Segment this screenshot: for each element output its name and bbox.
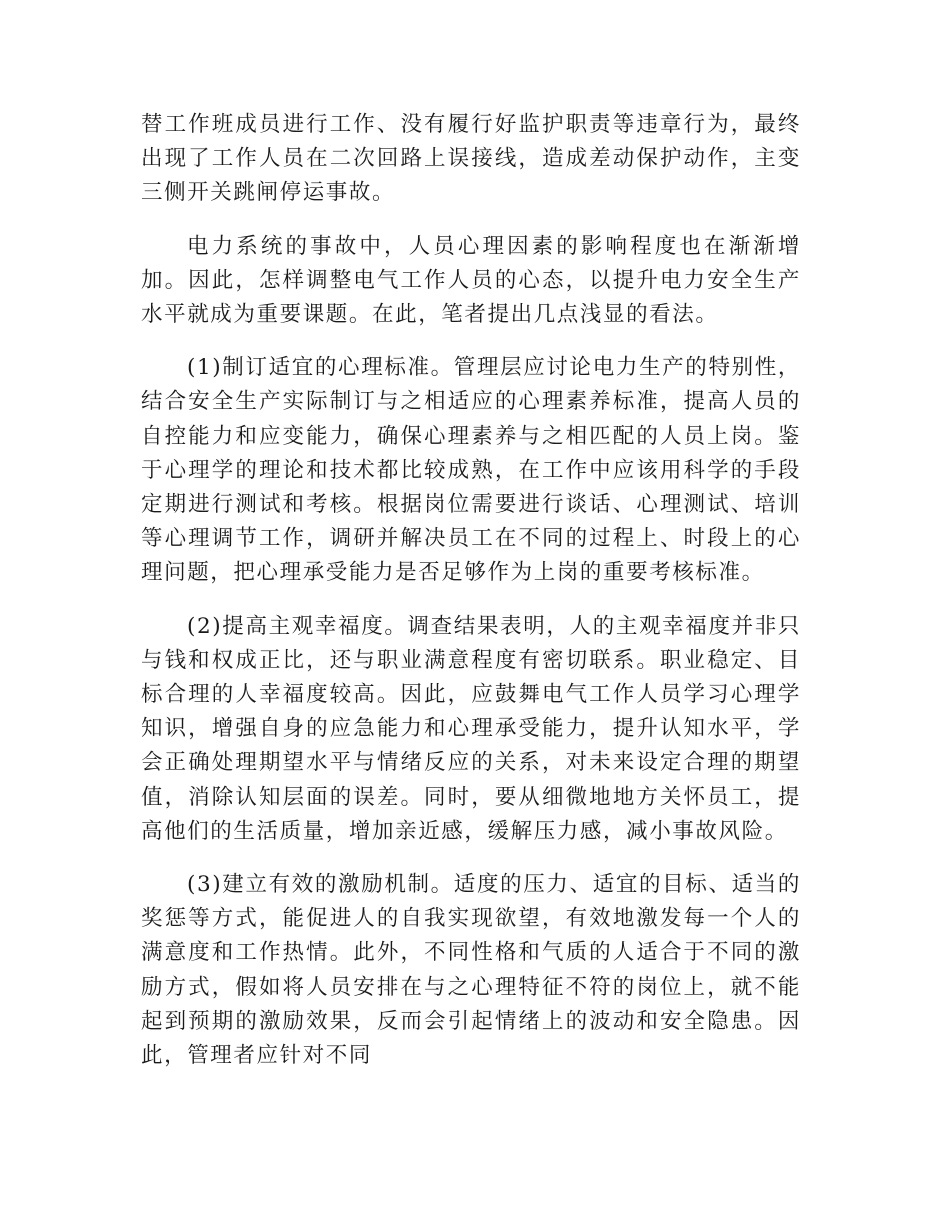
paragraph-5: (3)建立有效的激励机制。适度的压力、适宜的目标、适当的奖惩等方式，能促进人的自我实现欲望，有效地激发每一个人的满意度和工作热情。此外，不同性格和气质的人适合于不同的激励方式，假如将人员安排在与之心理特征不符的岗位上，就不能起到预期的激励效果，反而会引起情绪上的波动和安全隐患。因此，管理者应针对不同	[141, 872, 801, 1069]
paragraph-3: (1)制订适宜的心理标准。管理层应讨论电力生产的特别性，结合安全生产实际制订与之相适应的心理素养标准，提高人员的自控能力和应变能力，确保心理素养与之相匹配的人员上岗。鉴于心理学的理论和技术都比较成熟，在工作中应该用科学的手段定期进行测试和考核。根据岗位需要进行谈话、心理测试、培训等心理调节工作，调研并解决员工在不同的过程上、时段上的心理问题，把心理承受能力是否足够作为上岗的重要考核标准。	[141, 355, 801, 586]
document-body	[141, 108, 801, 1092]
paragraph-2: 电力系统的事故中，人员心理因素的影响程度也在渐渐增加。因此，怎样调整电气工作人员的心态，以提升电力安全生产水平就成为重要课题。在此，笔者提出几点浅显的看法。	[141, 233, 801, 328]
paragraph-4: (2)提高主观幸福度。调查结果表明，人的主观幸福度并非只与钱和权成正比，还与职业满意程度有密切联系。职业稳定、目标合理的人幸福度较高。因此，应鼓舞电气工作人员学习心理学知识，增强自身的应急能力和心理承受能力，提升认知水平，学会正确处理期望水平与情绪反应的关系，对未来设定合理的期望值，消除认知层面的误差。同时，要从细微地地方关怀员工，提高他们的生活质量，增加亲近感，缓解压力感，减小事故风险。	[141, 613, 801, 844]
paragraph-1: 替工作班成员进行工作、没有履行好监护职责等违章行为，最终出现了工作人员在二次回路上误接线，造成差动保护动作，主变三侧开关跳闸停运事故。	[141, 112, 801, 206]
